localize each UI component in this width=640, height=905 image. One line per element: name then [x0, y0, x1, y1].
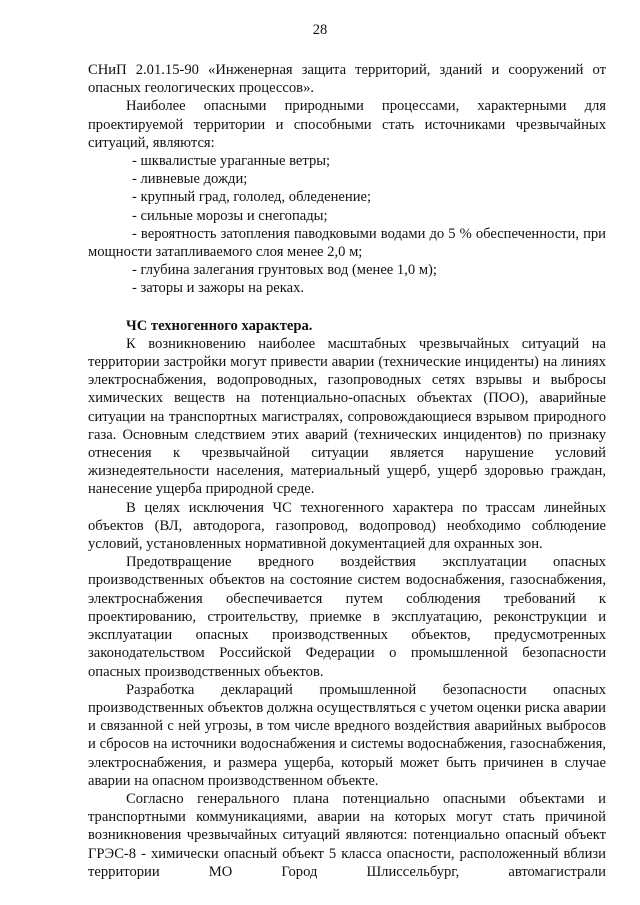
paragraph-technogenic-accidents: К возникновению наиболее масштабных чрезвычайных ситуаций на территории застройки могут привести аварии (технические инциденты) на линиях электроснабжения, водопроводных, газопроводных сетях взрывы и выбросы химических веществ на потенциально-опасных объектах (ПОО), аварийные ситуации на транспортных магистралях, сопровождающиеся взрывом природного газа. Основным следствием этих аварий (технических инцидентов) по признаку отнесения к чрезвычайной ситуации является нарушение условий жизнедеятельности населения, материальный ущерб, ущерб здоровью граждан, нанесение ущерба природной среде. [88, 335, 606, 498]
paragraph-snip-reference: СНиП 2.01.15-90 «Инженерная защита территорий, зданий и сооружений от опасных геологических процессов». [88, 62, 606, 97]
paragraph-general-plan: Согласно генерального плана потенциально опасными объектами и транспортными коммуникациями, аварии на которых могут стать причиной возникновения чрезвычайных ситуаций являются: потенциально опасный объект ГРЭС-8 - химически опасный объект 5 класса опасности, расположенный вблизи территории МО Город Шлиссельбург, автомагистрали [88, 790, 606, 880]
natural-hazards-list [88, 152, 606, 298]
list-item: - ливневые дожди; [132, 171, 248, 188]
paragraph-linear-objects: В целях исключения ЧС техногенного характера по трассам линейных объектов (ВЛ, автодорога, газопровод, водопровод) необходимо соблюдение условий, установленных нормативной документацией для охранных зон. [88, 499, 606, 553]
paragraph-declarations: Разработка деклараций промышленной безопасности опасных производственных объектов должна осуществляться с учетом оценки риска аварии и связанной с ней угрозы, в том числе вредного воздействия аварийных выбросов и сбросов на источники водоснабжения и системы водоснабжения, газоснабжения, электроснабжения, и размера ущерба, который может быть причинен в случае аварии на опасном производственном объекте. [88, 681, 606, 789]
paragraph-prevention: Предотвращение вредного воздействия эксплуатации опасных производственных объектов на состояние систем водоснабжения, газоснабжения, электроснабжения обеспечивается путем соблюдения требований к проектированию, строительству, приемке в эксплуатацию, реконструкции и эксплуатации опасных производственных объектов, предусмотренных законодательством Российской Федерации о промышленной безопасности опасных производственных объектов. [88, 554, 606, 680]
list-item: - заторы и зажоры на реках. [132, 280, 305, 297]
page-number: 28 [312, 22, 328, 38]
list-item: - шквалистые ураганные ветры; [132, 153, 331, 170]
paragraph-natural-hazards-intro: Наиболее опасными природными процессами, характерными для проектируемой территории и способными стать источниками чрезвычайных ситуаций, являются: [88, 98, 606, 151]
list-item: - вероятность затопления паводковыми водами до 5 % обеспеченности, при мощности затапливаемого слоя менее 2,0 м; [88, 225, 606, 261]
section-heading: ЧС техногенного характера. [126, 317, 313, 334]
list-item: - сильные морозы и снегопады; [132, 207, 328, 224]
list-item: - глубина залегания грунтовых вод (менее 1,0 м); [132, 262, 437, 279]
document-body [88, 61, 606, 881]
list-item: - крупный град, гололед, обледенение; [132, 189, 372, 206]
